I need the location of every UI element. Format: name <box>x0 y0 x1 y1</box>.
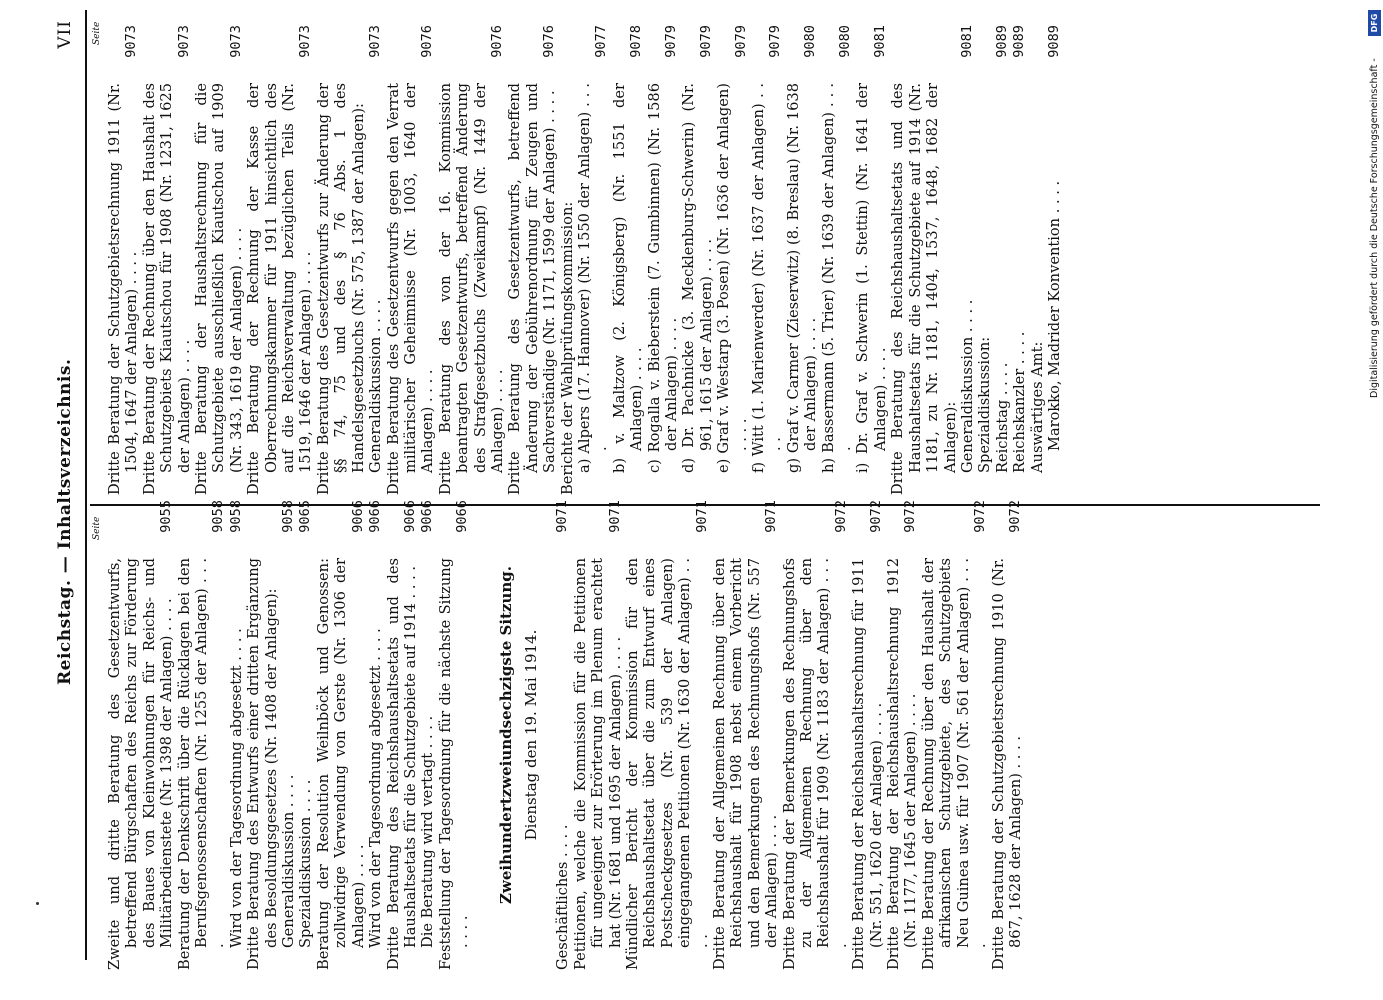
entry-text: Generaldiskussion . . . . <box>367 299 385 473</box>
entry-page-number: 9071 <box>554 500 571 533</box>
index-entry <box>437 500 472 970</box>
entry-page-number: 9073 <box>367 25 384 58</box>
entry-page-number: 9072 <box>972 500 989 533</box>
credit-text: Digitalisierung gefördert durch die Deutsche Forschungsgemeinschaft - <box>1369 58 1380 398</box>
entry-page-number: 9076 <box>488 25 505 58</box>
entry-page-number: 9071 <box>606 500 623 533</box>
entry-page-number: 9066 <box>419 500 436 533</box>
entry-text: Dritte Beratung der Allgemeinen Rechnung über den Reichshaushalt für 1908 nebst einem Vorbericht und den Bemerkungen des Rechnungshofs (Nr. 557 der Anlagen) . . . . <box>711 558 781 970</box>
entry-page-number: 9080 <box>802 25 819 58</box>
page-number: VII <box>55 20 75 49</box>
entry-page-number: 9089 <box>1045 25 1062 58</box>
entry-text: Dritte Beratung des Gesetzentwurfs, betreffend Änderung der Gebührenordnung für Zeugen und Sachverständige (Nr. 1171, 1599 der Anlagen) . . . . <box>506 83 559 495</box>
index-entry <box>228 500 245 970</box>
index-entry <box>715 25 750 495</box>
index-entry <box>854 25 889 495</box>
entry-page-number: 9066 <box>454 500 471 533</box>
entry-page-number: 9058 <box>227 500 244 533</box>
entry-page-number: 9089 <box>1011 25 1028 58</box>
entry-page-number: 9066 <box>367 500 384 533</box>
entry-text: h) Bassermann (5. Trier) (Nr. 1639 der Anlagen) . . . . <box>819 83 855 473</box>
index-entry <box>419 500 436 970</box>
index-entry <box>889 25 959 495</box>
entry-text: Dritte Beratung des Gesetzentwurfs zur Änderung der §§ 74, 75 und des § 76 Abs. 1 des Handelsgesetzbuchs (Nr. 575, 1387 der Anlagen): <box>314 83 367 495</box>
entry-text: Dritte Beratung der Reichshaushaltsrechnung für 1911 (Nr. 551, 1620 der Anlagen) . . . . <box>850 558 885 970</box>
entry-text: Dritte Beratung der Rechnung über den Haushalt des Schutzgebiets Kiautschou für 1908 (Nr. 1231, 1625 der Anlagen) . . . . <box>140 83 193 495</box>
index-entry <box>576 25 611 495</box>
entry-text: Geschäftliches . . . . <box>554 824 572 970</box>
index-entry <box>959 25 976 495</box>
entry-page-number: 9072 <box>832 500 849 533</box>
entry-page-number: 9073 <box>227 25 244 58</box>
entry-page-number: 9076 <box>419 25 436 58</box>
entry-page-number: 9080 <box>837 25 854 58</box>
index-entry <box>611 25 646 495</box>
entry-text: Spezialdiskussion . . . . <box>297 779 315 948</box>
entry-text: Berichte der Wahlprüfungskommission: <box>558 201 576 495</box>
entry-page-number: 9077 <box>593 25 610 58</box>
entry-page-number: 9058 <box>280 500 297 533</box>
index-entry <box>750 25 785 495</box>
dfg-logo-text: DFG <box>1370 13 1379 33</box>
entry-text: Dritte Beratung des Gesetzentwurfs gegen den Verrat militärischer Geheimnisse (Nr. 1003, 1640 der Anlagen) . . . . <box>384 83 437 495</box>
header-rule <box>85 10 87 960</box>
entry-text: g) Graf v. Carmer (Zieserwitz) (8. Breslau) (Nr. 1638 der Anlagen) . . . . <box>784 83 820 473</box>
entry-page-number: 9066 <box>401 500 418 533</box>
entry-page-number: 9073 <box>175 25 192 58</box>
entry-page-number: 9076 <box>541 25 558 58</box>
index-entry <box>624 500 711 970</box>
index-entry <box>193 25 245 495</box>
entry-text: Dritte Beratung des Entwurfs einer dritten Ergänzung des Besoldungsgesetzes (Nr. 1408 der Anlagen): <box>245 558 280 970</box>
right-entries-a <box>106 25 576 495</box>
seite-label-right: Seite <box>92 21 102 45</box>
index-entry <box>885 500 920 970</box>
entry-text: Dritte Beratung der Rechnung über den Haushalt der afrikanischen Schutzgebiete, des Schutzgebiets Neu Guinea usw. für 1907 (Nr. 561 der Anlagen) . . . . <box>919 558 990 970</box>
index-entry <box>920 500 990 970</box>
entry-text: Wird von der Tagesordnung abgesetzt . . . . <box>227 628 245 948</box>
election-reports <box>576 25 889 495</box>
entry-text: Dritte Beratung der Bemerkungen des Rechnungshofs zu der Allgemeinen Rechnung über den Reichshaushalt für 1909 (Nr. 1183 der Anlagen) . . . . <box>780 558 850 970</box>
entry-text: Die Beratung wird vertagt . . . . <box>419 715 437 948</box>
entry-page-number: 9081 <box>958 25 975 58</box>
entry-text: Generaldiskussion . . . . <box>958 299 976 473</box>
page-header <box>55 0 85 1000</box>
entry-page-number: 9079 <box>732 25 749 58</box>
entry-text: Generaldiskussion . . . . <box>280 774 298 948</box>
index-entry <box>315 25 367 495</box>
index-entry <box>506 25 558 495</box>
entry-text: c) Rogalla v. Bieberstein (7. Gumbinnen) (Nr. 1586 der Anlagen) . . . . <box>645 83 680 473</box>
entry-page-number: 9066 <box>349 500 366 533</box>
entry-text: Beratung der Denkschrift über die Rücklagen bei den Berufsgenossenschaften (Nr. 1255 der Anlagen) . . . . <box>175 558 228 970</box>
index-entry <box>141 25 193 495</box>
entry-text: Reichstag . . . . <box>993 362 1011 473</box>
entry-text: Feststellung der Tagesordnung für die nächste Sitzung . . . . <box>436 558 472 970</box>
page-title: Reichstag. — Inhaltsverzeichnis. <box>55 358 75 685</box>
entry-text: Marokko, Madrider Konvention . . . . <box>1045 180 1063 451</box>
entry-text: Dritte Beratung des von der 16. Kommission beantragten Gesetzentwurfs, betreffend Änderung des Strafgesetzbuchs (Zweikampf) (Nr. 1449 der Anlagen) . . . . <box>436 83 506 495</box>
entry-text: Dritte Beratung der Schutzgebietsrechnung 1910 (Nr. 867, 1628 der Anlagen) . . . . <box>989 558 1024 970</box>
entry-text: Dritte Beratung der Haushaltsrechnung für die Schutzgebiete ausschließlich Kiautschou auf 1909 (Nr. 343, 1619 der Anlagen) . . . . <box>193 83 245 495</box>
entry-page-number: 9079 <box>663 25 679 58</box>
entry-text: Dritte Beratung der Schutzgebietsrechnung 1911 (Nr. 1504, 1647 der Anlagen) . . . . <box>106 83 141 495</box>
seite-label-left: Seite <box>92 516 102 540</box>
index-entry <box>106 500 176 970</box>
entry-text: d) Dr. Pachnicke (3. Mecklenburg-Schwerin) (Nr. 961, 1615 der Anlagen) . . . . <box>680 83 715 473</box>
entry-page-number: 9079 <box>767 25 784 58</box>
entry-text: e) Graf v. Westarp (3. Posen) (Nr. 1636 der Anlagen) . . . . <box>715 83 750 473</box>
index-entry <box>106 25 141 495</box>
index-entry <box>315 500 367 970</box>
index-entry <box>1046 25 1063 495</box>
index-entry <box>711 500 781 970</box>
entry-text: Reichskanzler . . . . <box>1011 331 1029 473</box>
entry-page-number: 9078 <box>628 25 645 58</box>
entry-page-number: 9065 <box>297 500 314 533</box>
entry-text: Petitionen, welche die Kommission für die Petitionen für ungeeignet zur Erörterung im Plenum erachtet hat (Nr. 1681 und 1695 der Anlagen) . . . . <box>571 558 624 970</box>
entry-text: Dritte Beratung der Rechnung der Kasse der Oberrechnungskammer für 1911 hinsichtlich des auf die Reichsverwaltung bezüglichen Teils (Nr. 1519, 1646 der Anlagen) . . . . <box>245 83 315 495</box>
index-entry <box>297 500 314 970</box>
entry-page-number: 9055 <box>158 500 175 533</box>
entry-page-number: 9072 <box>867 500 884 533</box>
entry-page-number: 9081 <box>871 25 888 58</box>
entry-page-number: 9072 <box>902 500 919 533</box>
index-entry <box>781 500 851 970</box>
left-column <box>92 500 1024 970</box>
entry-text: Auswärtiges Amt: <box>1028 341 1046 473</box>
session-date: Dienstag den 19. Mai 1914. <box>521 629 540 841</box>
entry-text: Zweite und dritte Beratung des Gesetzentwurfs, betreffend Bürgschaften des Reichs zur Förderung des Baues von Kleinwohnungen für Reichs- und Militärbedienstete (Nr. 1398 der Anlagen) . . . . <box>106 558 176 970</box>
index-entry <box>680 25 715 495</box>
print-speck <box>36 902 39 905</box>
digitization-credit <box>1368 8 1382 988</box>
left-entries-b <box>554 500 1024 970</box>
index-entry <box>1029 25 1046 495</box>
index-entry <box>994 25 1011 495</box>
entry-page-number: 9079 <box>697 25 714 58</box>
index-entry <box>646 25 681 495</box>
index-entry <box>367 25 384 495</box>
index-entry <box>820 25 855 495</box>
index-entry <box>385 500 420 970</box>
entry-text: f) Witt (1. Marienwerder) (Nr. 1637 der Anlagen) . . . . <box>750 83 785 473</box>
index-entry <box>976 25 993 495</box>
entry-text: Dritte Beratung des Reichshaushaltsetats und des Haushaltsetats für die Schutzgebiete auf 1914 (Nr. 1181, zu Nr. 1181, 1404, 1537, 1648, 1682 der Anlagen): <box>889 83 959 495</box>
index-entry <box>385 25 437 495</box>
index-entry <box>437 25 507 495</box>
entry-text: Beratung der Resolution Weilnböck und Genossen: zollwidrige Verwendung von Gerste (Nr. 1306 der Anlagen) . . . . <box>314 558 367 970</box>
entry-text: b) v. Maltzow (2. Königsberg) (Nr. 1551 der Anlagen) . . . . <box>610 83 646 473</box>
index-entry <box>245 500 280 970</box>
session-title: Zweihundertzweiundsechzigste Sitzung. <box>496 565 515 905</box>
entry-text: Spezialdiskussion: <box>976 336 994 473</box>
entry-text: a) Alpers (17. Hannover) (Nr. 1550 der Anlagen) . . . . <box>575 83 611 473</box>
index-entry <box>280 500 297 970</box>
entry-page-number: 9071 <box>763 500 780 533</box>
entry-page-number: 9072 <box>1006 500 1023 533</box>
index-entry <box>850 500 885 970</box>
entry-text: Wird von der Tagesordnung abgesetzt . . . . <box>367 628 385 948</box>
index-entry <box>990 500 1025 970</box>
entry-text: Mündlicher Bericht der Kommission für den Reichshaushaltsetat über die zum Entwurf eines Postscheckgesetzes (Nr. 539 der Anlagen) eingegangenen Petitionen (Nr. 1630 der Anlagen) . . . . <box>623 558 711 970</box>
index-entry <box>1011 25 1028 495</box>
index-entry <box>554 500 571 970</box>
entry-page-number: 9071 <box>693 500 710 533</box>
index-entry <box>785 25 820 495</box>
entry-text: i) Dr. Graf v. Schwerin (1. Stettin) (Nr. 1641 der Anlagen) . . . . <box>854 83 889 473</box>
entry-text: Dritte Beratung des Reichshaushaltsetats und des Haushaltsetats für die Schutzgebiete auf 1914 . . . . <box>384 558 419 970</box>
entry-text: Dritte Beratung der Reichshaushaltsrechnung 1912 (Nr. 1177, 1645 der Anlagen) . . . . <box>885 558 920 970</box>
right-entries-b <box>889 25 1063 495</box>
entry-page-number: 9089 <box>993 25 1010 58</box>
index-entry <box>176 500 228 970</box>
index-entry <box>572 500 624 970</box>
right-column <box>92 25 1063 495</box>
entry-page-number: 9073 <box>297 25 314 58</box>
index-entry <box>367 500 384 970</box>
left-entries-a <box>106 500 472 970</box>
entry-page-number: 9073 <box>123 25 140 58</box>
entry-page-number: 9058 <box>210 500 227 533</box>
index-entry <box>245 25 315 495</box>
index-entry <box>559 25 576 495</box>
